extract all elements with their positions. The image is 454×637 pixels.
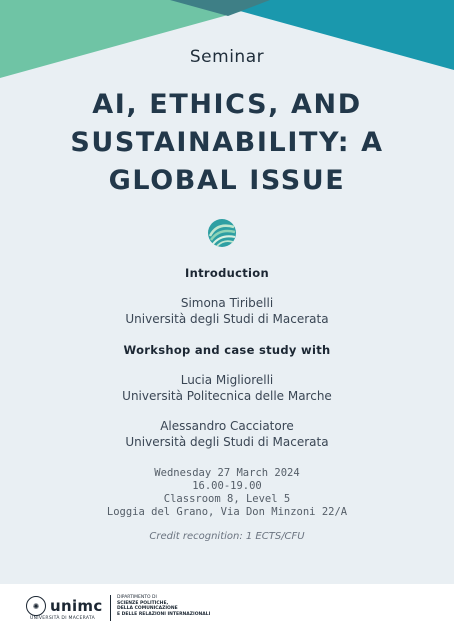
credit-recognition: Credit recognition: 1 ECTS/CFU	[149, 531, 305, 542]
university-logo	[26, 596, 103, 616]
event-time: 16.00-19.00	[192, 480, 262, 492]
university-logo-word: unimc	[50, 597, 103, 615]
intro-speaker-affiliation: Università degli Studi di Macerata	[125, 312, 329, 326]
seminar-label: Seminar	[189, 47, 265, 67]
intro-speaker-name: Simona Tiribelli	[180, 296, 274, 310]
shell-logo-icon	[207, 218, 237, 248]
workshop-heading: Workshop and case study with	[123, 343, 331, 357]
header-banner	[0, 0, 454, 84]
department-name: DIPARTIMENTO DI SCIENZE POLITICHE, DELLA COMUNICAZIONE E DELLE RELAZIONI INTERNAZIONALI	[117, 595, 211, 617]
workshop-speaker-name: Alessandro Cacciatore	[160, 419, 294, 433]
university-seal-icon: ✺	[26, 596, 46, 616]
event-date: Wednesday 27 March 2024	[154, 467, 300, 479]
university-name: UNIVERSITÀ DI MACERATA	[30, 616, 95, 621]
event-room: Classroom 8, Level 5	[163, 493, 291, 505]
seminar-title: AI, ETHICS, AND SUSTAINABILITY: A GLOBAL ISSUE	[70, 89, 384, 196]
event-venue: Loggia del Grano, Via Don Minzoni 22/A	[106, 506, 348, 518]
workshop-speaker-name: Lucia Migliorelli	[180, 373, 274, 387]
introduction-heading: Introduction	[185, 266, 269, 280]
footer-divider	[110, 595, 111, 621]
workshop-speaker-affiliation: Università Politecnica delle Marche	[122, 389, 332, 403]
workshop-speaker-affiliation: Università degli Studi di Macerata	[125, 435, 329, 449]
